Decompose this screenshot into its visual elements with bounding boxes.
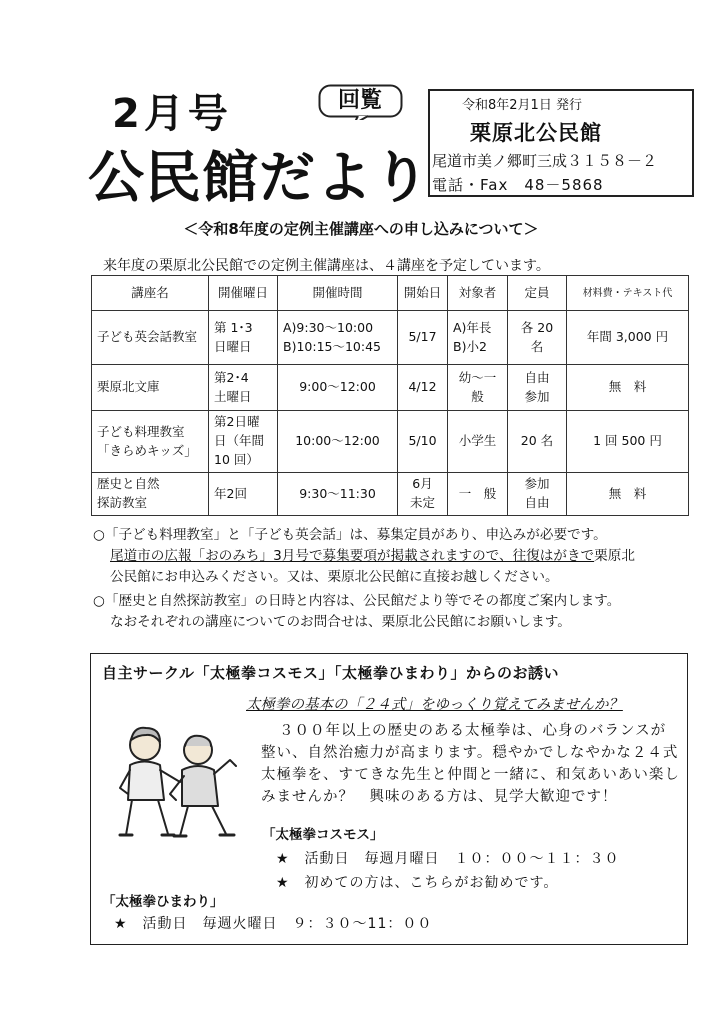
cell-weekday: 年2回	[209, 473, 278, 516]
table-row	[92, 311, 689, 365]
group-cosmos-note: ★ 初めての方は、こちらがお勧めです。	[276, 875, 559, 891]
circulation-badge	[318, 84, 410, 120]
cell-capacity: 自由 参加	[508, 365, 567, 411]
cell-capacity: 20 名	[508, 411, 567, 473]
publication-date: 令和8年2月1日 発行	[462, 98, 582, 113]
header-target: 対象者	[448, 276, 508, 311]
taichi-illustration	[110, 710, 245, 840]
description-line: 太極拳を、すてきな先生と仲間と一緒に、和気あいあい楽し	[261, 767, 680, 783]
cell-weekday: 第2･4 土曜日	[209, 365, 278, 411]
note-text: 栗原北	[594, 548, 635, 564]
issue-label: 2月号	[112, 91, 232, 137]
note-line: ○「歴史と自然探訪教室」の日時と内容は、公民館だより等でその都度ご案内します。	[93, 593, 621, 609]
cell-weekday: 第 1･3 日曜日	[209, 311, 278, 365]
cell-fee: 1 回 500 円	[567, 411, 689, 473]
cell-fee: 無 料	[567, 365, 689, 411]
table-row	[92, 365, 689, 411]
section-intro: 来年度の栗原北公民館での定例主催講座は、４講座を予定しています。	[103, 258, 550, 274]
hall-phone: 電話・Fax 48－5868	[432, 176, 604, 194]
cell-course-name: 歴史と自然 探訪教室	[92, 473, 209, 516]
cell-course-name: 子ども英会話教室	[92, 311, 209, 365]
header-weekday: 開催曜日	[209, 276, 278, 311]
description-line: ３００年以上の歴史のある太極拳は、心身のバランスが	[279, 723, 667, 739]
note-line: なおそれぞれの講座についてのお問合せは、栗原北公民館にお願いします。	[110, 614, 571, 630]
header-time: 開催時間	[278, 276, 398, 311]
cell-time: A)9:30～10:00 B)10:15～10:45	[278, 311, 398, 365]
cell-start-date: 4/12	[398, 365, 448, 411]
section-title: ＜令和8年度の定例主催講座への申し込みについて＞	[183, 220, 539, 238]
note-line	[93, 546, 635, 567]
header-course-name: 講座名	[92, 276, 209, 311]
description-line: みませんか？ 興味のある方は、見学大歓迎です！	[261, 789, 618, 805]
note-application	[93, 525, 635, 588]
note-line: ○「子ども料理教室」と「子ども英会話」は、募集定員があり、申込みが必要です。	[93, 527, 607, 543]
cell-course-name: 栗原北文庫	[92, 365, 209, 411]
cell-start-date: 6月 未定	[398, 473, 448, 516]
hall-name: 栗原北公民館	[470, 121, 602, 145]
cell-time: 9:30～11:30	[278, 473, 398, 516]
cell-target: 小学生	[448, 411, 508, 473]
circle-catchphrase: 太極拳の基本の「２４式」をゆっくり覚えてみませんか？	[246, 697, 623, 713]
cell-start-date: 5/10	[398, 411, 448, 473]
circle-title: 自主サークル「太極拳コスモス」「太極拳ひまわり」からのお誘い	[102, 664, 560, 682]
cell-capacity: 参加 自由	[508, 473, 567, 516]
group-himawari-name: 「太極拳ひまわり」	[102, 894, 224, 910]
header-fee: 材料費・テキスト代	[567, 276, 689, 311]
note-underlined-text: 往復はがきで	[512, 548, 595, 564]
cell-time: 9:00～12:00	[278, 365, 398, 411]
cell-target: A)年長 B)小2	[448, 311, 508, 365]
cell-target: 幼～一 般	[448, 365, 508, 411]
group-himawari-schedule: ★ 活動日 毎週火曜日 ９：３０～11：００	[114, 916, 433, 932]
cell-time: 10:00～12:00	[278, 411, 398, 473]
cell-target: 一 般	[448, 473, 508, 516]
table-row	[92, 473, 689, 516]
hall-address: 尾道市美ノ郷町三成３１５８－２	[432, 152, 658, 170]
circle-description	[261, 720, 681, 808]
table-header-row	[92, 276, 689, 311]
note-line: 公民館にお申込みください。又は、栗原北公民館に直接お越しください。	[110, 569, 559, 585]
cell-start-date: 5/17	[398, 311, 448, 365]
note-history-course	[93, 591, 620, 633]
description-line: 整い、自然治癒力が高まります。穏やかでしなやかな２４式	[261, 745, 679, 761]
cell-capacity: 各 20 名	[508, 311, 567, 365]
note-underlined-text: 尾道市の広報「おのみち」3月号で募集要項が掲載されますので、	[110, 548, 513, 564]
cell-weekday: 第2日曜 日（年間 10 回）	[209, 411, 278, 473]
group-cosmos-name: 「太極拳コスモス」	[262, 827, 384, 843]
circulation-badge-label: 回覧	[337, 88, 382, 113]
header-capacity: 定員	[508, 276, 567, 311]
cell-course-name: 子ども料理教室 「きらめキッズ」	[92, 411, 209, 473]
cell-fee: 無 料	[567, 473, 689, 516]
courses-table	[91, 275, 689, 516]
table-row	[92, 411, 689, 473]
header-start-date: 開始日	[398, 276, 448, 311]
group-cosmos-schedule: ★ 活動日 毎週月曜日 １０：００～１１：３０	[276, 851, 620, 867]
cell-fee: 年間 3,000 円	[567, 311, 689, 365]
newsletter-title: 公民館だより	[88, 146, 430, 211]
